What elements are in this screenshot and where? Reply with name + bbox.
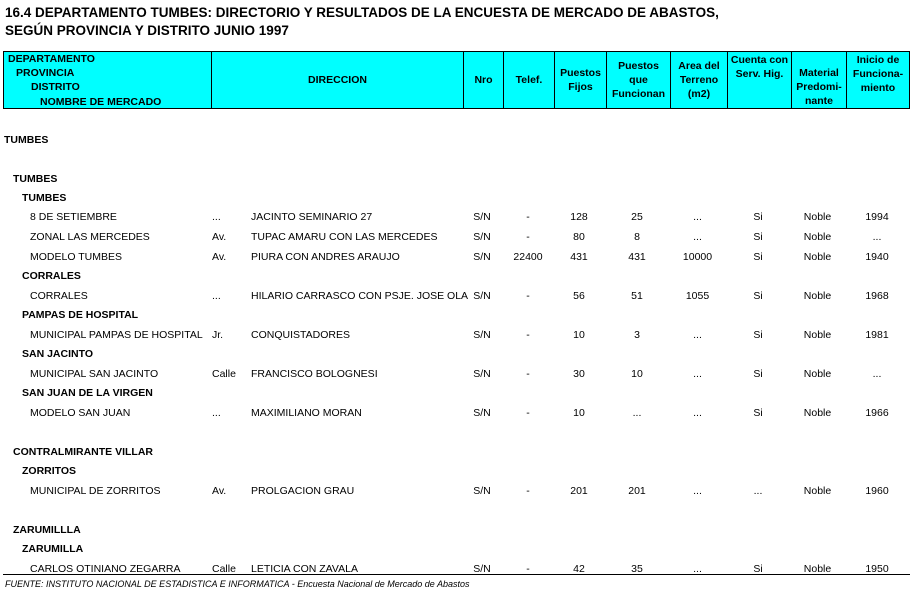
cell-inicio: 1950 — [865, 563, 889, 575]
header-inicio-3: miento — [860, 82, 896, 94]
dist-label: TUMBES — [22, 192, 67, 204]
group-row-dept — [0, 132, 911, 148]
cell-inicio: 1940 — [865, 251, 889, 263]
cell-tel: - — [526, 211, 530, 223]
header-direccion-label: DIRECCION — [308, 74, 367, 86]
table-row — [0, 288, 911, 304]
cell-mat: Noble — [803, 407, 832, 419]
header-provincia: PROVINCIA — [16, 67, 75, 79]
header-area-3: (m2) — [687, 88, 711, 100]
cell-dir: HILARIO CARRASCO CON PSJE. JOSE OLA — [251, 290, 469, 302]
header-nro — [464, 52, 504, 108]
group-row-dist — [0, 463, 911, 479]
header-area-2: Terreno — [679, 74, 719, 86]
cell-area: 10000 — [682, 251, 713, 263]
cell-inicio: 1981 — [865, 329, 889, 341]
cell-mat: Noble — [803, 231, 832, 243]
cell-dir: CONQUISTADORES — [251, 329, 350, 341]
header-material — [792, 52, 847, 108]
cell-tel: - — [526, 290, 530, 302]
cell-func: 201 — [628, 485, 646, 497]
cell-fijos: 30 — [573, 368, 585, 380]
header-telef-label: Telef. — [515, 74, 543, 86]
cell-mat: Noble — [803, 211, 832, 223]
cell-nro: S/N — [473, 251, 491, 263]
cell-serv: Si — [753, 368, 763, 380]
cell-tel: 22400 — [513, 251, 543, 263]
table-row — [0, 229, 911, 245]
dist-label: CORRALES — [22, 270, 81, 282]
cell-fijos: 10 — [573, 407, 585, 419]
cell-area: ... — [693, 211, 702, 223]
cell-area: ... — [693, 368, 702, 380]
group-row-dist — [0, 268, 911, 284]
cell-via: Av. — [212, 231, 227, 243]
cell-inicio: ... — [872, 231, 882, 243]
cell-area: ... — [693, 563, 702, 575]
table-header — [3, 51, 910, 109]
header-puestos-funcionan-3: Funcionan — [611, 88, 666, 100]
cell-func: 51 — [631, 290, 643, 302]
cell-via: Jr. — [212, 329, 224, 341]
group-row-prov — [0, 522, 911, 538]
cell-fijos: 10 — [573, 329, 585, 341]
cell-dir: FRANCISCO BOLOGNESI — [251, 368, 378, 380]
cell-dir: PROLGACION GRAU — [251, 485, 355, 497]
cell-area: ... — [693, 485, 702, 497]
cell-name: CORRALES — [30, 290, 88, 302]
header-puestos-fijos-2: Fijos — [568, 81, 593, 93]
table-row — [0, 209, 911, 225]
group-row-prov — [0, 171, 911, 187]
cell-serv: Si — [753, 407, 763, 419]
prov-label: TUMBES — [13, 173, 58, 185]
cell-via: Av. — [212, 485, 227, 497]
cell-dir: JACINTO SEMINARIO 27 — [251, 211, 373, 223]
cell-inicio: 1994 — [865, 211, 889, 223]
cell-nro: S/N — [473, 290, 491, 302]
source-footnote: FUENTE: INSTITUTO NACIONAL DE ESTADISTICA E INFORMATICA - Encuesta Nacional de Mercado de Abastos — [5, 579, 470, 589]
cell-name: MODELO SAN JUAN — [30, 407, 131, 419]
group-row-dist — [0, 307, 911, 323]
cell-mat: Noble — [803, 251, 832, 263]
prov-label: ZARUMILLLA — [13, 524, 81, 536]
group-row-dist — [0, 346, 911, 362]
cell-mat: Noble — [803, 485, 832, 497]
header-area-1: Area del — [678, 60, 720, 72]
cell-func: 8 — [634, 231, 640, 243]
cell-tel: - — [526, 407, 530, 419]
header-serv-hig — [728, 52, 792, 108]
cell-serv: Si — [753, 211, 763, 223]
cell-serv: Si — [753, 563, 763, 575]
cell-via: ... — [212, 290, 221, 302]
header-puestos-funcionan — [607, 52, 671, 108]
cell-inicio: ... — [872, 368, 882, 380]
cell-nro: S/N — [473, 368, 491, 380]
cell-tel: - — [526, 231, 530, 243]
table-row — [0, 327, 911, 343]
cell-fijos: 201 — [570, 485, 588, 497]
cell-serv: Si — [753, 231, 763, 243]
group-row-prov — [0, 444, 911, 460]
header-serv-hig-1: Cuenta con — [730, 54, 789, 66]
table-title-line-1: 16.4 DEPARTAMENTO TUMBES: DIRECTORIO Y RESULTADOS DE LA ENCUESTA DE MERCADO DE ABASTOS, — [5, 5, 719, 20]
header-puestos-funcionan-2: que — [629, 74, 648, 86]
cell-serv: ... — [753, 485, 763, 497]
table-row — [0, 249, 911, 265]
header-distrito: DISTRITO — [31, 81, 80, 93]
cell-name: MODELO TUMBES — [30, 251, 122, 263]
cell-func: 3 — [634, 329, 640, 341]
cell-name: MUNICIPAL PAMPAS DE HOSPITAL — [30, 329, 203, 341]
cell-name: CARLOS OTINIANO ZEGARRA — [30, 563, 181, 575]
cell-fijos: 431 — [570, 251, 588, 263]
cell-func: 10 — [631, 368, 643, 380]
group-row-dist — [0, 190, 911, 206]
cell-mat: Noble — [803, 329, 832, 341]
cell-dir: LETICIA CON ZAVALA — [251, 563, 358, 575]
cell-fijos: 80 — [573, 231, 585, 243]
header-puestos-funcionan-1: Puestos — [618, 60, 659, 72]
dist-label: ZORRITOS — [22, 465, 77, 477]
header-nombre-mercado: NOMBRE DE MERCADO — [40, 96, 162, 108]
cell-func: ... — [632, 407, 642, 419]
cell-area: 1055 — [685, 290, 710, 302]
cell-dir: MAXIMILIANO MORAN — [251, 407, 362, 419]
dept-label: TUMBES — [4, 134, 49, 146]
cell-dir: PIURA CON ANDRES ARAUJO — [251, 251, 400, 263]
header-telef — [504, 52, 555, 108]
cell-nro: S/N — [473, 211, 491, 223]
table-title-line-2: SEGÚN PROVINCIA Y DISTRITO JUNIO 1997 — [5, 23, 289, 38]
table-row — [0, 366, 911, 382]
cell-fijos: 128 — [570, 211, 588, 223]
cell-name: MUNICIPAL DE ZORRITOS — [30, 485, 161, 497]
cell-area: ... — [693, 407, 702, 419]
header-nro-label: Nro — [474, 74, 493, 86]
header-col-departamento — [4, 52, 212, 108]
cell-dir: TUPAC AMARU CON LAS MERCEDES — [251, 231, 438, 243]
table-row — [0, 405, 911, 421]
header-direccion — [212, 52, 464, 108]
cell-tel: - — [526, 563, 530, 575]
footer-divider — [3, 574, 910, 575]
cell-tel: - — [526, 485, 530, 497]
cell-name: ZONAL LAS MERCEDES — [30, 231, 150, 243]
cell-via: ... — [212, 407, 221, 419]
prov-label: CONTRALMIRANTE VILLAR — [13, 446, 153, 458]
cell-nro: S/N — [473, 329, 491, 341]
cell-tel: - — [526, 368, 530, 380]
header-puestos-fijos — [555, 52, 607, 108]
cell-fijos: 56 — [573, 290, 585, 302]
cell-fijos: 42 — [573, 563, 585, 575]
dist-label: ZARUMILLA — [22, 543, 84, 555]
cell-nro: S/N — [473, 231, 491, 243]
table-row — [0, 483, 911, 499]
header-puestos-fijos-1: Puestos — [560, 67, 601, 79]
cell-via: ... — [212, 211, 221, 223]
cell-mat: Noble — [803, 563, 832, 575]
cell-func: 35 — [631, 563, 643, 575]
cell-area: ... — [693, 231, 702, 243]
group-row-dist — [0, 385, 911, 401]
cell-via: Av. — [212, 251, 227, 263]
header-material-1: Material — [799, 67, 839, 79]
header-inicio-1: Inicio de — [856, 54, 900, 66]
cell-name: 8 DE SETIEMBRE — [30, 211, 117, 223]
dist-label: PAMPAS DE HOSPITAL — [22, 309, 139, 321]
cell-nro: S/N — [473, 485, 491, 497]
cell-inicio: 1960 — [865, 485, 889, 497]
cell-serv: Si — [753, 329, 763, 341]
cell-area: ... — [693, 329, 702, 341]
header-inicio-2: Funciona- — [852, 68, 904, 80]
cell-serv: Si — [753, 290, 763, 302]
header-area-terreno — [671, 52, 728, 108]
header-material-3: nante — [804, 95, 833, 107]
cell-name: MUNICIPAL SAN JACINTO — [30, 368, 159, 380]
cell-func: 25 — [631, 211, 643, 223]
dist-label: SAN JUAN DE LA VIRGEN — [22, 387, 153, 399]
cell-inicio: 1968 — [865, 290, 889, 302]
cell-mat: Noble — [803, 368, 832, 380]
cell-inicio: 1966 — [865, 407, 889, 419]
header-departamento: DEPARTAMENTO — [8, 53, 95, 65]
cell-mat: Noble — [803, 290, 832, 302]
header-inicio — [847, 52, 909, 108]
cell-serv: Si — [753, 251, 763, 263]
cell-nro: S/N — [473, 407, 491, 419]
group-row-dist — [0, 541, 911, 557]
cell-tel: - — [526, 329, 530, 341]
header-material-2: Predomi- — [796, 81, 842, 93]
cell-func: 431 — [628, 251, 646, 263]
cell-nro: S/N — [473, 563, 491, 575]
dist-label: SAN JACINTO — [22, 348, 93, 360]
header-serv-hig-2: Serv. Hig. — [735, 68, 784, 80]
cell-via: Calle — [212, 563, 236, 575]
cell-via: Calle — [212, 368, 236, 380]
